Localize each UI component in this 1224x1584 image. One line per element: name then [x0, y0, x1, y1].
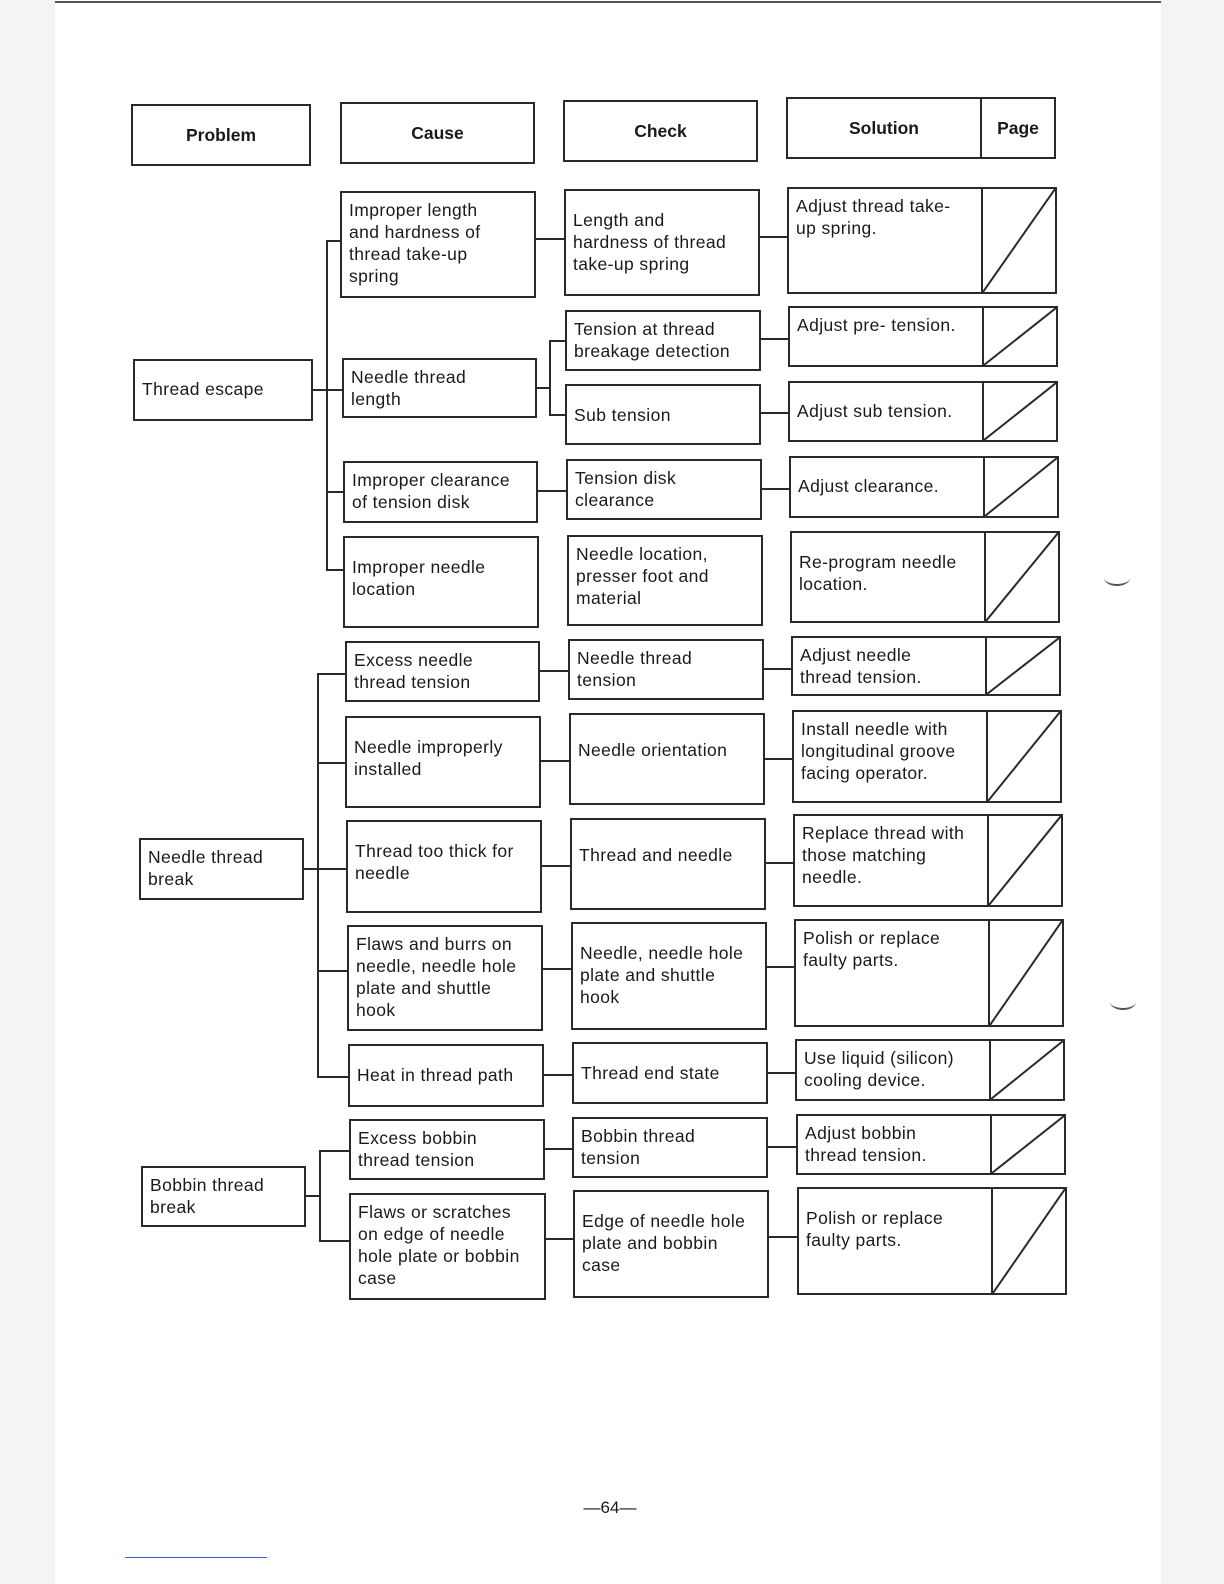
diagonal-slash-icon: [985, 458, 1057, 516]
cause-item: Excess needle thread tension: [345, 641, 540, 702]
page-cell-empty: [982, 381, 1058, 442]
solution-item: Adjust sub tension.: [788, 381, 984, 442]
header-cause: [340, 102, 535, 164]
diagonal-slash-icon: [993, 1189, 1065, 1293]
connector-line: [761, 412, 788, 414]
connector-line: [319, 1150, 321, 1242]
cause-item: Needle improperly installed: [345, 716, 541, 808]
diagonal-slash-icon: [983, 189, 1055, 292]
connector-line: [306, 1195, 320, 1197]
connector-line: [769, 1236, 797, 1238]
solution-item: Adjust bobbin thread tension.: [796, 1114, 992, 1175]
connector-line: [319, 1240, 349, 1242]
connector-line: [313, 389, 327, 391]
connector-line: [766, 862, 793, 864]
header-cause-label: Cause: [411, 122, 464, 143]
diagonal-slash-icon: [991, 1041, 1063, 1099]
page-cell-empty: [982, 306, 1058, 367]
page-cell-empty: [988, 919, 1064, 1027]
cause-item: Thread too thick for needle: [346, 820, 542, 913]
connector-line: [543, 968, 571, 970]
check-item: Tension at thread breakage detection: [565, 310, 761, 371]
page-cell-empty: [989, 1039, 1065, 1101]
diagonal-slash-icon: [990, 921, 1062, 1025]
connector-line: [762, 488, 789, 490]
connector-line: [541, 760, 569, 762]
top-rule: [55, 1, 1161, 3]
page-number: —64—: [583, 1498, 637, 1517]
diagonal-slash-icon: [989, 816, 1061, 905]
connector-line: [764, 668, 791, 670]
connector-line: [540, 670, 568, 672]
page-cell-empty: [991, 1187, 1067, 1295]
connector-line: [549, 340, 551, 415]
diagonal-slash-icon: [986, 533, 1058, 621]
page-cell-empty: [983, 456, 1059, 518]
header-check: [563, 100, 758, 162]
connector-line: [326, 491, 343, 493]
connector-line: [768, 1072, 795, 1074]
check-item: Tension disk clearance: [566, 459, 762, 520]
solution-item: Adjust thread take- up spring.: [787, 187, 983, 294]
check-item: Length and hardness of thread take-up spring: [564, 189, 760, 296]
solution-item: Adjust needle thread tension.: [791, 636, 987, 696]
connector-line: [536, 238, 564, 240]
check-item: Edge of needle hole plate and bobbin case: [573, 1190, 769, 1298]
diagonal-slash-icon: [987, 638, 1059, 694]
diagonal-slash-icon: [984, 308, 1056, 365]
connector-line: [545, 1148, 572, 1150]
bottom-rule: [125, 1557, 267, 1558]
connector-line: [767, 966, 794, 968]
check-item: Thread and needle: [570, 818, 766, 910]
cause-item: Improper clearance of tension disk: [343, 461, 538, 523]
check-item: Needle, needle hole plate and shuttle hook: [571, 922, 767, 1030]
check-item: Sub tension: [565, 384, 761, 445]
header-solution-label: Solution: [849, 117, 919, 138]
connector-line: [544, 1074, 572, 1076]
connector-line: [317, 673, 319, 1077]
check-item: Thread end state: [572, 1042, 768, 1104]
cause-item: Flaws or scratches on edge of needle hole plate or bobbin case: [349, 1193, 546, 1300]
solution-item: Install needle with longitudinal groove facing operator.: [792, 710, 988, 803]
page-cell-empty: [985, 636, 1061, 696]
connector-line: [326, 389, 342, 391]
solution-item: Polish or replace faulty parts.: [797, 1187, 993, 1295]
connector-line: [765, 758, 792, 760]
header-check-label: Check: [634, 120, 687, 141]
check-item: Needle location, presser foot and material: [567, 535, 763, 626]
problem-needle-thread-break: Needle thread break: [139, 838, 304, 900]
page-cell-empty: [990, 1114, 1066, 1175]
page-cell-empty: [984, 531, 1060, 623]
cause-item: Excess bobbin thread tension: [349, 1119, 545, 1180]
connector-line: [760, 236, 787, 238]
connector-line: [304, 868, 318, 870]
solution-item: Use liquid (silicon) cooling device.: [795, 1039, 991, 1101]
header-page: [980, 97, 1056, 159]
diagonal-slash-icon: [984, 383, 1056, 440]
cause-item: Improper needle location: [343, 536, 539, 628]
connector-line: [326, 569, 343, 571]
connector-line: [326, 240, 328, 570]
solution-item: Polish or replace faulty parts.: [794, 919, 990, 1027]
cause-item: Heat in thread path: [348, 1044, 544, 1107]
header-problem-label: Problem: [185, 124, 257, 145]
solution-item: Adjust pre- tension.: [788, 306, 984, 367]
page-cell-empty: [986, 710, 1062, 803]
connector-line: [546, 1238, 573, 1240]
cause-item: Improper length and hardness of thread take-up spring: [340, 191, 536, 298]
problem-bobbin-thread-break: Bobbin thread break: [141, 1166, 306, 1227]
connector-line: [317, 762, 345, 764]
binding-mark: [1104, 570, 1130, 586]
header-solution: [786, 97, 982, 159]
connector-line: [326, 240, 340, 242]
connector-line: [317, 673, 345, 675]
solution-item: Re-program needle location.: [790, 531, 986, 623]
connector-line: [317, 1076, 348, 1078]
solution-item: Replace thread with those matching needle.: [793, 814, 989, 907]
page-cell-empty: [981, 187, 1057, 294]
connector-line: [317, 970, 347, 972]
check-item: Needle thread tension: [568, 639, 764, 700]
diagonal-slash-icon: [992, 1116, 1064, 1173]
connector-line: [317, 868, 346, 870]
connector-line: [319, 1150, 349, 1152]
problem-thread-escape: Thread escape: [133, 359, 313, 421]
solution-item: Adjust clearance.: [789, 456, 985, 518]
connector-line: [549, 414, 565, 416]
cause-item: Needle thread length: [342, 358, 537, 418]
cause-item: Flaws and burrs on needle, needle hole plate and shuttle hook: [347, 925, 543, 1031]
connector-line: [768, 1146, 796, 1148]
header-problem: [131, 104, 311, 166]
header-page-label: Page: [997, 117, 1039, 138]
connector-line: [538, 490, 566, 492]
connector-line: [542, 865, 570, 867]
check-item: Needle orientation: [569, 713, 765, 805]
diagonal-slash-icon: [988, 712, 1060, 801]
connector-line: [549, 340, 565, 342]
check-item: Bobbin thread tension: [572, 1117, 768, 1178]
page-cell-empty: [987, 814, 1063, 907]
connector-line: [761, 338, 788, 340]
binding-mark: [1110, 994, 1136, 1010]
